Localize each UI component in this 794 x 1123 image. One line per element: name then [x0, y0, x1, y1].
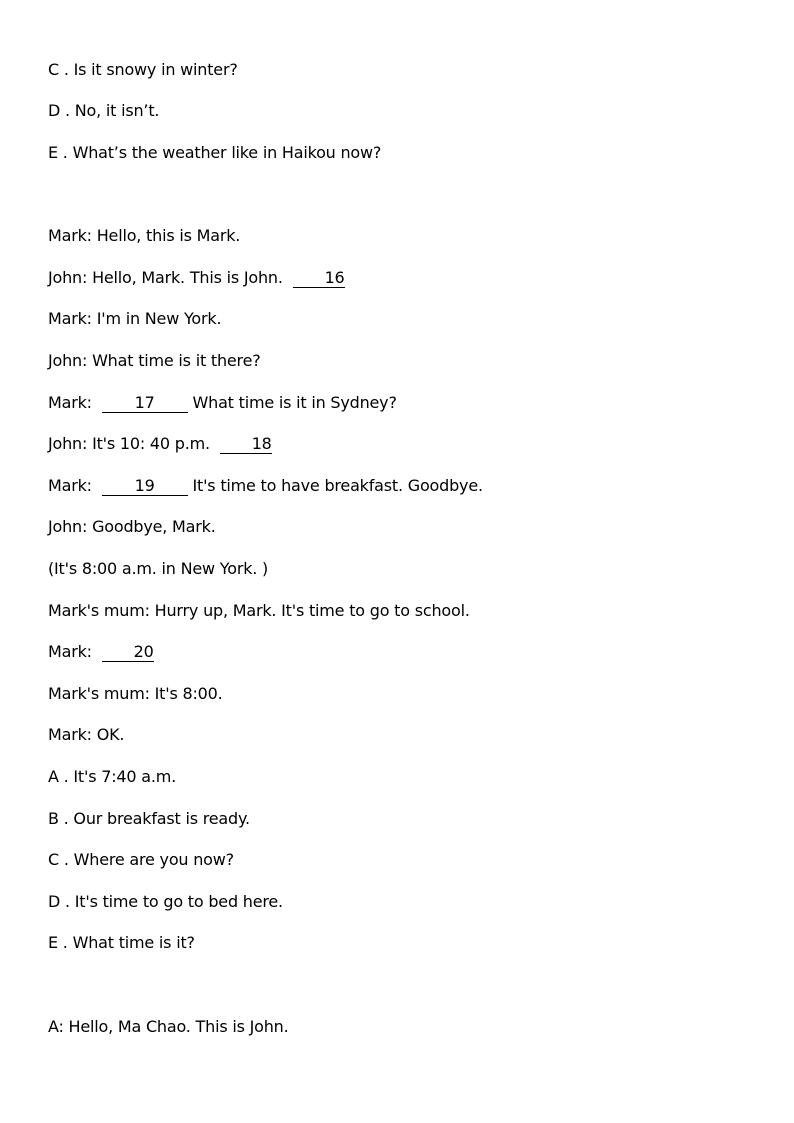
blank-20: 20 — [102, 643, 154, 662]
blank-18: 18 — [220, 435, 272, 454]
dialogue-text: John: Hello, Mark. This is John. — [48, 268, 288, 287]
blank-17: 17 — [102, 394, 188, 413]
dialogue-speaker: Mark: — [48, 476, 97, 495]
option-d-prev: D . No, it isn’t. — [48, 101, 160, 120]
dialogue-line: Mark: I'm in New York. — [48, 309, 222, 328]
dialogue-line — [48, 642, 154, 662]
dialogue-line: John: What time is it there? — [48, 351, 261, 370]
blank-19: 19 — [102, 477, 188, 496]
dialogue-text: John: It's 10: 40 p.m. — [48, 434, 215, 453]
dialogue-line: John: Goodbye, Mark. — [48, 517, 216, 536]
dialogue-text: What time is it in Sydney? — [187, 393, 397, 412]
dialogue-line — [48, 268, 345, 288]
option-c: C . Where are you now? — [48, 850, 234, 869]
dialogue-line: Mark: OK. — [48, 725, 125, 744]
dialogue-line: Mark: Hello, this is Mark. — [48, 226, 241, 245]
option-a: A . It's 7:40 a.m. — [48, 767, 176, 786]
dialogue-text: It's time to have breakfast. Goodbye. — [187, 476, 483, 495]
next-dialogue-line: A: Hello, Ma Chao. This is John. — [48, 1017, 289, 1036]
option-c-prev: C . Is it snowy in winter? — [48, 60, 238, 79]
option-e-prev: E . What’s the weather like in Haikou now? — [48, 143, 382, 162]
dialogue-line: Mark's mum: It's 8:00. — [48, 684, 223, 703]
dialogue-line: Mark's mum: Hurry up, Mark. It's time to go to school. — [48, 601, 470, 620]
dialogue-speaker: Mark: — [48, 642, 97, 661]
option-b: B . Our breakfast is ready. — [48, 809, 250, 828]
dialogue-line — [48, 476, 483, 496]
option-d: D . It's time to go to bed here. — [48, 892, 283, 911]
dialogue-line — [48, 434, 272, 454]
dialogue-line: (It's 8:00 a.m. in New York. ) — [48, 559, 269, 578]
dialogue-line — [48, 393, 397, 413]
blank-16: 16 — [293, 269, 345, 288]
dialogue-speaker: Mark: — [48, 393, 97, 412]
option-e: E . What time is it? — [48, 933, 195, 952]
